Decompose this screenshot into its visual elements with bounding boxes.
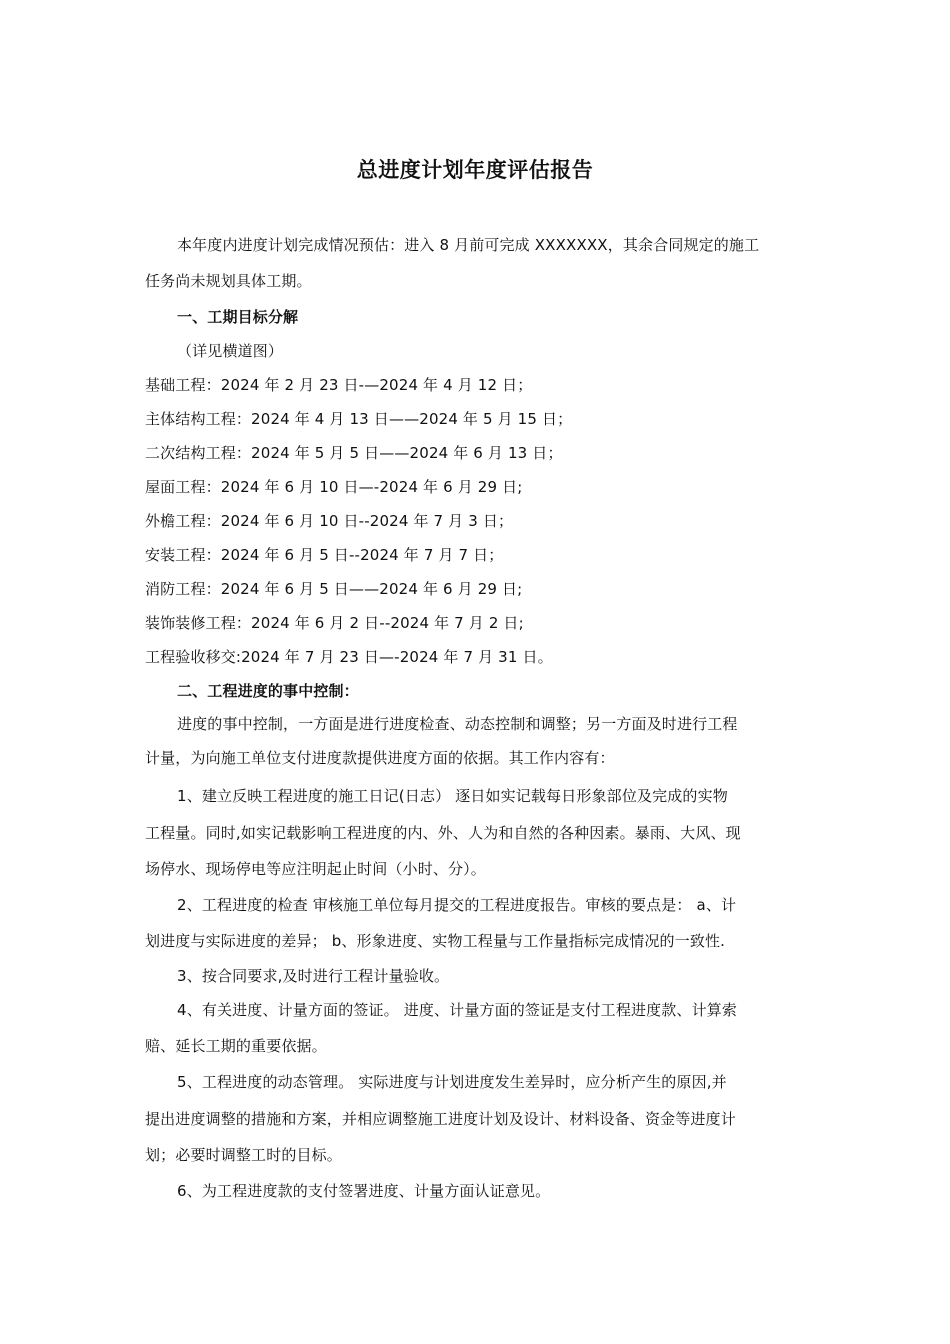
schedule-item: 工程验收移交:2024 年 7 月 23 日—-2024 年 7 月 31 日。 <box>145 648 553 666</box>
schedule-item: 安装工程：2024 年 6 月 5 日--2024 年 7 月 7 日； <box>145 546 504 564</box>
section2-paragraph-line: 4、有关进度、计量方面的签证。 进度、计量方面的签证是支付工程进度款、计算索 <box>177 1001 738 1019</box>
schedule-item: 屋面工程：2024 年 6 月 10 日—-2024 年 6 月 29 日; <box>145 478 523 496</box>
intro-line-1: 本年度内进度计划完成情况预估：进入 8 月前可完成 XXXXXXX，其余合同规定的施工 <box>177 236 760 254</box>
section2-paragraph-line: 计量，为向施工单位支付进度款提供进度方面的依据。其工作内容有： <box>145 749 615 767</box>
section2-heading: 二、工程进度的事中控制： <box>177 682 359 700</box>
section2-paragraph-line: 划；必要时调整工时的目标。 <box>145 1146 342 1164</box>
schedule-item: 装饰装修工程：2024 年 6 月 2 日--2024 年 7 月 2 日; <box>145 614 524 632</box>
intro-line-2: 任务尚未规划具体工期。 <box>145 272 312 290</box>
section2-paragraph-line: 划进度与实际进度的差异； b、形象进度、实物工程量与工作量指标完成情况的一致性. <box>145 932 726 950</box>
section2-paragraph-line: 场停水、现场停电等应注明起止时间（小时、分）。 <box>145 860 486 878</box>
document-title: 总进度计划年度评估报告 <box>356 158 594 182</box>
section2-paragraph-line: 提出进度调整的措施和方案，并相应调整施工进度计划及设计、材料设备、资金等进度计 <box>145 1110 736 1128</box>
section2-paragraph-line: 5、工程进度的动态管理。 实际进度与计划进度发生差异时，应分析产生的原因,并 <box>177 1073 727 1091</box>
section2-paragraph-line: 2、工程进度的检查 审核施工单位每月提交的工程进度报告。审核的要点是： a、计 <box>177 896 737 914</box>
section2-paragraph-line: 6、为工程进度款的支付签署进度、计量方面认证意见。 <box>177 1182 551 1200</box>
schedule-item: 消防工程：2024 年 6 月 5 日——2024 年 6 月 29 日; <box>145 580 523 598</box>
section2-paragraph-line: 进度的事中控制，一方面是进行进度检查、动态控制和调整；另一方面及时进行工程 <box>177 715 738 733</box>
schedule-item: 基础工程：2024 年 2 月 23 日-—2024 年 4 月 12 日； <box>145 376 533 394</box>
section1-note: （详见横道图） <box>177 342 284 360</box>
schedule-item: 外檐工程：2024 年 6 月 10 日--2024 年 7 月 3 日； <box>145 512 514 530</box>
section2-paragraph-line: 赔、延长工期的重要依据。 <box>145 1037 327 1055</box>
section1-heading: 一、工期目标分解 <box>177 308 299 326</box>
section2-paragraph-line: 1、建立反映工程进度的施工日记(日志） 逐日如实记载每日形象部位及完成的实物 <box>177 787 728 805</box>
section2-paragraph-line: 工程量。同时,如实记载影响工程进度的内、外、人为和自然的各种因素。暴雨、大风、现 <box>145 824 741 842</box>
schedule-item: 二次结构工程：2024 年 5 月 5 日——2024 年 6 月 13 日； <box>145 444 563 462</box>
section2-paragraph-line: 3、按合同要求,及时进行工程计量验收。 <box>177 967 450 985</box>
schedule-item: 主体结构工程：2024 年 4 月 13 日——2024 年 5 月 15 日； <box>145 410 573 428</box>
